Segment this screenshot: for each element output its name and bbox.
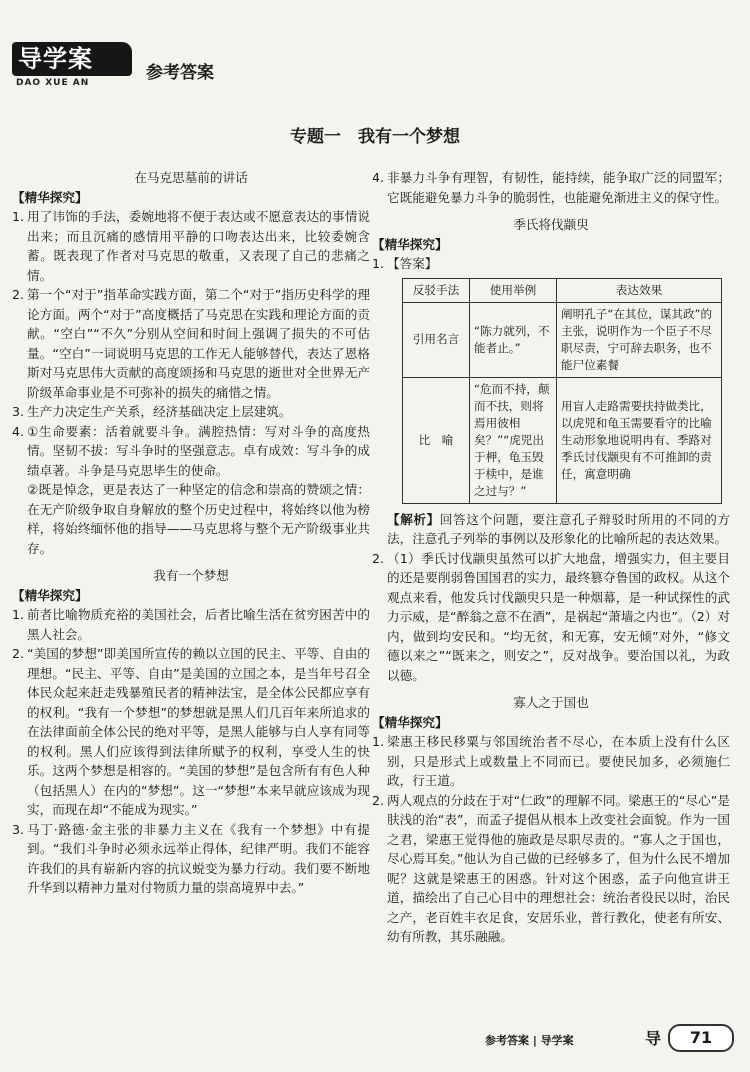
section-tag: 【精华探究】 bbox=[372, 714, 448, 730]
header-title: 参考答案 bbox=[146, 63, 214, 83]
book-icon: 导 bbox=[645, 1029, 662, 1048]
chapter-title: 专题一 我有一个梦想 bbox=[290, 127, 460, 147]
logo-box bbox=[12, 42, 132, 76]
answer-item: 3. 生产力决定生产关系，经济基础决定上层建筑。 bbox=[12, 404, 292, 419]
page-number: 71 bbox=[668, 1024, 734, 1052]
section-tag: 【精华探究】 bbox=[12, 189, 88, 205]
table-row bbox=[403, 302, 722, 377]
table-row bbox=[403, 377, 722, 503]
left-column bbox=[12, 168, 370, 898]
table-header: 表达效果 bbox=[557, 278, 722, 302]
section-title: 季氏将伐颛臾 bbox=[513, 217, 589, 232]
table-cell: 用盲人走路需要扶持做类比，以虎兕和龟玉需要看守的比喻生动形象地说明冉有、季路对季氏讨伐颛臾有不可推卸的责任，寓意明确 bbox=[557, 377, 722, 503]
section-title: 在马克思墓前的讲话 bbox=[134, 170, 248, 185]
section-title: 寡人之于国也 bbox=[513, 695, 589, 710]
section-tag: 【精华探究】 bbox=[12, 587, 88, 603]
section-title: 我有一个梦想 bbox=[153, 568, 229, 583]
table-cell: 比 喻 bbox=[403, 377, 470, 503]
answer-item: 4. ①生命要素：活着就要斗争。满腔热情：写对斗争的高度热情。坚韧不拔：写斗争时的坚强意志。卓有成效：写斗争的成绩卓著。斗争是马克思毕生的使命。 bbox=[12, 423, 370, 478]
table-cell: “危而不持，颠而不扶，则将焉用彼相矣？”“虎兕出于柙，龟玉毁于椟中，是谁之过与？” bbox=[470, 377, 557, 503]
logo-text: 导学案 bbox=[18, 45, 93, 73]
answer-item: 2. “美国的梦想”即美国所宣传的赖以立国的民主、平等、自由的理想。“民主、平等、自由”是美国的立国之本，是当年号召全体民众起来赶走残暴殖民者的精神法宝，是全体公民都应享有的权利。“我有一个梦想”的梦想就是黑人们几百年来所追求的在法律面前全体公民的绝对平等，是黑人能够与白人享有同等的权利。黑人们应该得到法律所赋予的权利，享受人生的快乐。这两个梦想是相容的。“美国的梦想”是包含所有有色人种（包括黑人）在内的“梦想”。这一“梦想”本来早就应该成为现实，而现在却“不能成为现实。” bbox=[12, 646, 370, 817]
table-header-row bbox=[403, 278, 722, 302]
logo-pinyin: DAO XUE AN bbox=[16, 78, 90, 88]
answer-item: 2. 两人观点的分歧在于对“仁政”的理解不同。梁惠王的“尽心”是肤浅的治“表”，而孟子提倡从根本上改变社会面貌。作为一国之君，梁惠王觉得他的施政是尽职尽责的。“寡人之于国也，尽心焉耳矣。”他认为自己做的已经够多了，但为什么民不增加呢？这就是梁惠王的困惑。针对这个困惑，孟子向他宣讲王道，描绘出了自己心目中的理想社会：统治者役民以时，治民之产，老百姓丰衣足食，安居乐业，普行教化，使老有所安、幼有所教，其乐融融。 bbox=[372, 792, 730, 944]
answer-item: 1. 梁惠王移民移粟与邻国统治者不尽心，在本质上没有什么区别，只是形式上或数量上不同而已。要使民加多，必须施仁政，行王道。 bbox=[372, 734, 730, 788]
answer-item: 1. 前者比喻物质充裕的美国社会，后者比喻生活在贫穷困苦中的黑人社会。 bbox=[12, 607, 370, 642]
answer-item: 2. （1）季氏讨伐颛臾虽然可以扩大地盘，增强实力，但主要目的还是要削弱鲁国国君的实力，最终篡夺鲁国的政权。从这个观点来看，他发兵讨伐颛臾只是一种烟幕，是一种试探性的武力示威，是“醉翁之意不在酒”，是祸起“萧墙之内也”。（2）对内，做到均安民和。“均无贫，和无寡，安无倾”对外，“修文德以来之”“既来之，则安之”，反对战争。要治国以礼，为政以德。 bbox=[372, 550, 730, 683]
answer-item: 4. 非暴力斗争有理智，有韧性，能持续，能争取广泛的同盟军；它既能避免暴力斗争的脆弱性，也能避免渐进主义的保守性。 bbox=[372, 170, 730, 205]
logo bbox=[12, 42, 138, 90]
answer-item: 2. 第一个“对于”指革命实践方面，第二个“对于”指历史科学的理论方面。两个“对于”高度概括了马克思在实践和理论方面的贡献。“空白”“不久”分别从空间和时间上强调了损失的不可估量。“空白”一词说明马克思的工作无人能够替代，表达了恩格斯对马克思伟大贡献的高度颂扬和马克思的逝世对全世界无产阶级革命事业是不可弥补的损失的痛惜之情。 bbox=[12, 287, 370, 400]
table-header: 反驳手法 bbox=[403, 278, 470, 302]
answer-table bbox=[402, 278, 722, 504]
answer-item: 3. 马丁·路德·金主张的非暴力主义在《我有一个梦想》中有提到。“我们斗争时必须永远举止得体，纪律严明。我们不能容许我们的具有崭新内容的抗议蜕变为暴力行动。我们要不断地升华到以精神力量对付物质力量的崇高境界中去。” bbox=[12, 821, 370, 895]
analysis-paragraph: 【解析】回答这个问题，要注意孔子辩驳时所用的不同的方法，注意孔子列举的事例以及形象化的比喻所起的表达效果。 bbox=[387, 511, 731, 546]
right-column bbox=[372, 168, 730, 947]
answer-item: 1. 用了讳饰的手法，委婉地将不便于表达或不愿意表达的事情说出来；而且沉痛的感情用平静的口吻表达出来，比较委婉含蓄。既表现了作者对马克思的敬重，又表现了自己的悲痛之情。 bbox=[12, 209, 370, 283]
section-tag: 【精华探究】 bbox=[372, 236, 448, 252]
table-cell: 引用名言 bbox=[403, 302, 470, 377]
answer-paragraph: ②既是悼念，更是表达了一种坚定的信念和崇高的赞颂之情：在无产阶级争取自身解放的整个历史过程中，将始终以他为榜样，将始终缅怀他的指导——马克思将与整个无产阶级事业共存。 bbox=[27, 482, 370, 556]
table-cell: 阐明孔子“在其位，谋其政”的主张，说明作为一个臣子不尽职尽责，宁可辞去职务，也不能尸位素餐 bbox=[557, 302, 722, 377]
footer-text: 参考答案 | 导学案 bbox=[485, 1034, 574, 1047]
table-cell: “陈力就列，不能者止。” bbox=[470, 302, 557, 377]
answer-item: 1. 【答案】 bbox=[372, 256, 438, 271]
table-header: 使用举例 bbox=[470, 278, 557, 302]
